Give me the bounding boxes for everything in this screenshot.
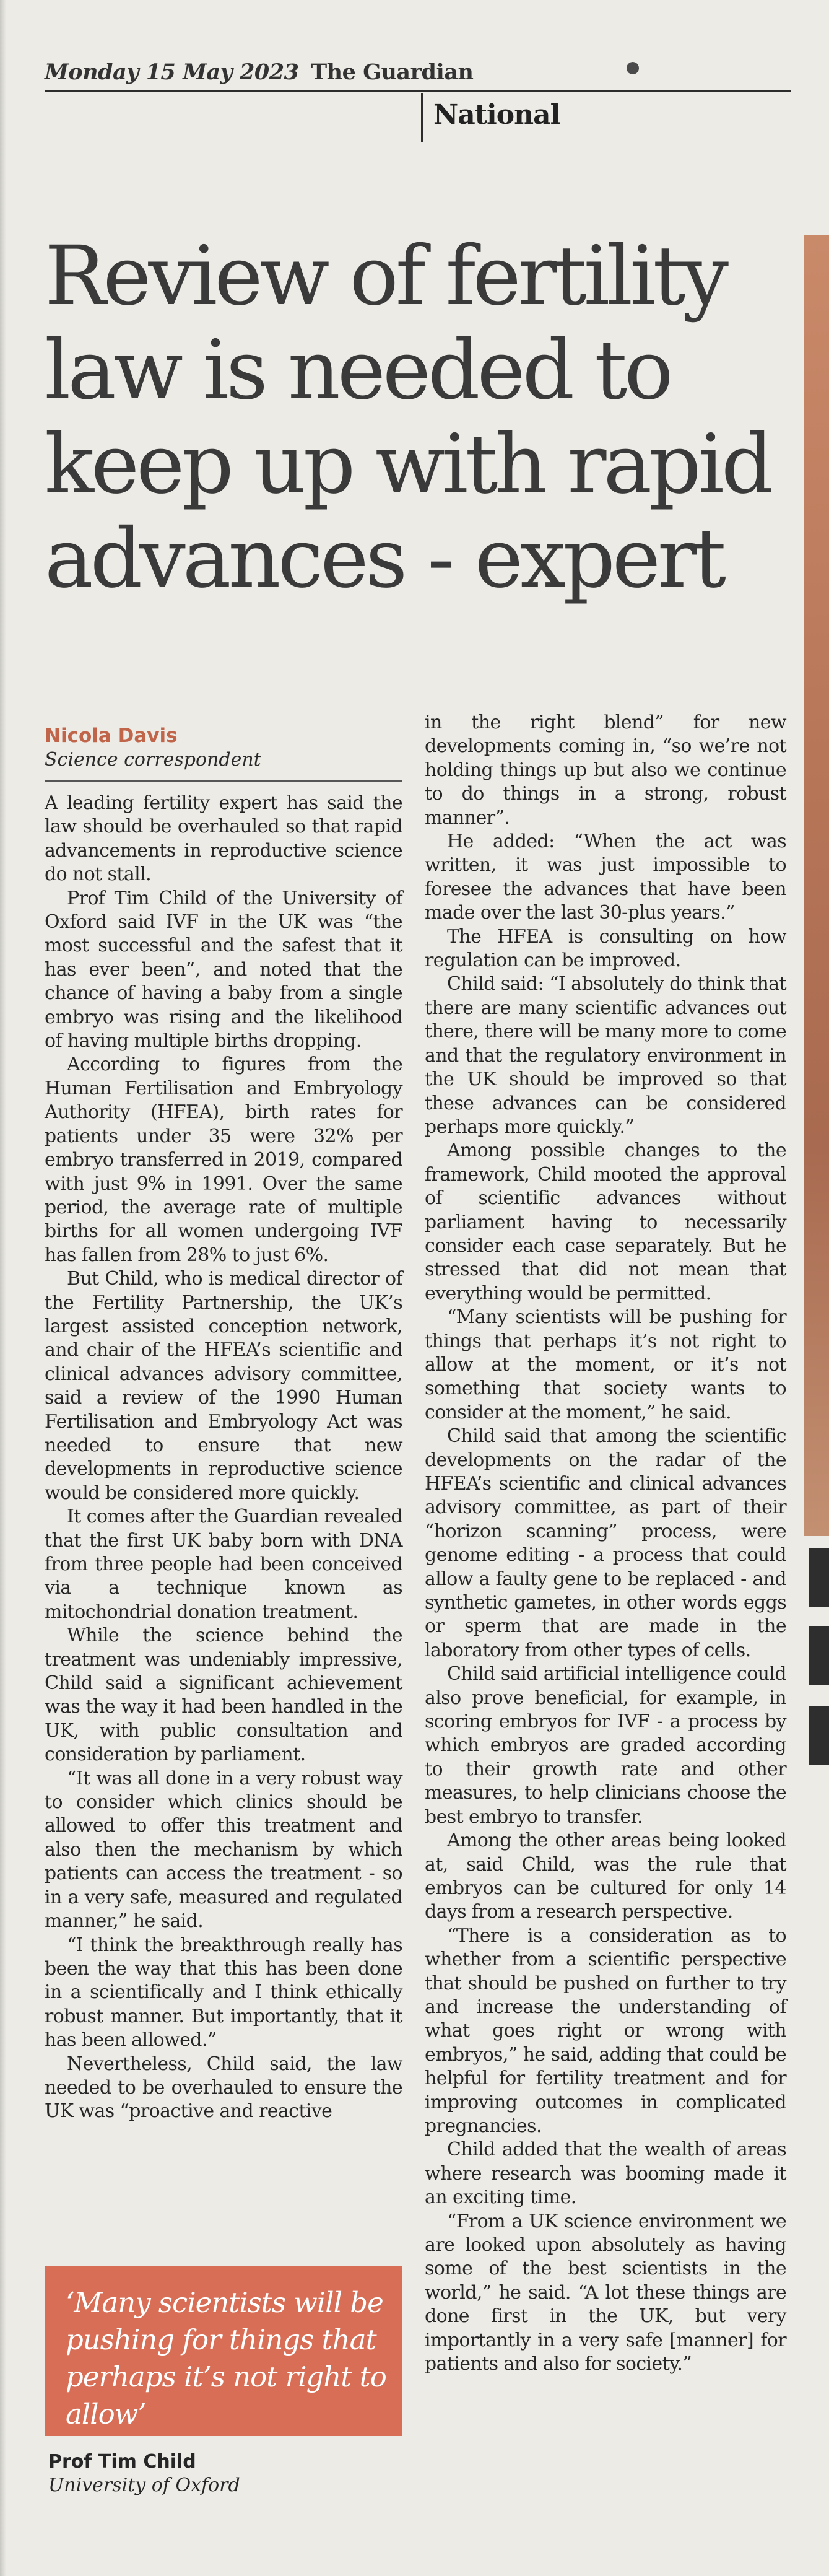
paragraph: “From a UK science environment we are looked upon absolutely as having some of the best scientists in the world,” he said. “A lot these things are done first in the UK, but very importantly in a very safe [manner] for patients and also for society.” (425, 2210, 786, 2375)
paragraph: “Many scientists will be pushing for things that perhaps it’s not right to allow at the moment, or it’s not something that society wants to consider at the moment,” he said. (425, 1306, 786, 1423)
section-label: National (433, 99, 560, 131)
paragraph: “There is a consideration as to whether from a scientific perspective that should be pushed on further to try and increase the understanding of what goes right or wrong with embryos,” he said, adding that could be helpful for fertility treatment and for improving outcomes in complicated pregnancies. (425, 1924, 786, 2137)
section-divider (421, 93, 423, 142)
paragraph: The HFEA is consulting on how regulation can be improved. (425, 925, 786, 972)
paper-name: The Guardian (311, 59, 474, 85)
page-binding-shadow (0, 0, 6, 2576)
byline-author: Nicola Davis (45, 725, 178, 747)
paragraph: He added: “When the act was written, it was just impossible to foresee the advances that have been made over the last 30-plus years.” (425, 831, 786, 924)
article-column-2 (425, 711, 786, 2376)
dateline (45, 59, 473, 85)
paragraph: in the right blend” for new developments coming in, “so we’re not holding things up but also we continue to do things in a strong, robust manner”. (425, 712, 786, 829)
paragraph: While the science behind the treatment was undeniably impressive, Child said a significant achievement was the way it had been handled in the UK, with public consultation and consideration by parliament. (45, 1625, 402, 1766)
issue-date: Monday 15 May 2023 (45, 59, 299, 85)
paragraph: Nevertheless, Child said, the law needed to be overhauled to ensure the UK was “proactive and reactive (45, 2053, 402, 2123)
article-column-1 (45, 792, 402, 2124)
pull-quote-attribution-affiliation: University of Oxford (48, 2474, 240, 2496)
byline-rule (45, 780, 402, 782)
paragraph: A leading fertility expert has said the law should be overhauled so that rapid advancements in reproductive science do not stall. (45, 792, 402, 886)
adjacent-headline-fragment (809, 1706, 829, 1765)
paragraph: Child said: “I absolutely do think that there are many scientific advances out there, there will be many more to come and that the regulatory environment in the UK should be improved so that these advances can be considered perhaps more quickly.” (425, 973, 786, 1138)
paragraph: Child said artificial intelligence could also prove beneficial, for example, in scoring embryos for IVF - a process by which embryos are graded according to their growth rate and other measures, to help clinicians choose the best embryo to transfer. (425, 1663, 786, 1828)
header-rule (45, 90, 791, 92)
adjacent-article-photo-edge (804, 235, 829, 1536)
paragraph: But Child, who is medical director of the Fertility Partnership, the UK’s largest assisted conception network, and chair of the HFEA’s scientific and clinical advances advisory committee, said a review of the 1990 Human Fertilisation and Embryology Act was needed to ensure that new developments in reproductive science would be considered more quickly. (45, 1268, 402, 1504)
paragraph: According to figures from the Human Fertilisation and Embryology Authority (HFEA), birth rates for patients under 35 were 32% per embryo transferred in 2019, compared with just 9% in 1991. Over the same period, the average rate of multiple births for all women undergoing IVF has fallen from 28% to just 6%. (45, 1054, 402, 1266)
paragraph: Child said that among the scientific developments on the radar of the HFEA’s scientific and clinical advances advisory committee, as part of their “horizon scanning” process, were genome editing - a process that could allow a faulty gene to be replaced - and synthetic gametes, in other words eggs or sperm that are made in the laboratory from other types of cells. (425, 1425, 786, 1661)
paragraph: Prof Tim Child of the University of Oxford said IVF in the UK was “the most successful and the safest that it has ever been”, and noted that the chance of having a baby from a single embryo was rising and the likelihood of having multiple births dropping. (45, 887, 402, 1052)
paragraph: “It was all done in a very robust way to consider which clinics should be allowed to offer this treatment and also then the mechanism by which patients can access the treatment - so in a very safe, measured and regulated manner,” he said. (45, 1767, 402, 1932)
pull-quote-text: ‘Many scientists will be pushing for things that perhaps it’s not right to allow’ (66, 2286, 386, 2430)
paragraph: It comes after the Guardian revealed that the first UK baby born with DNA from three people had been conceived via a technique known as mitochondrial donation treatment. (45, 1506, 402, 1623)
paragraph: Among the other areas being looked at, said Child, was the rule that embryos can be cultured for only 14 days from a research perspective. (425, 1830, 786, 1923)
headline: Review of fertility law is needed to keep up with rapid advances - expert (45, 229, 771, 606)
adjacent-headline-fragment (809, 1548, 829, 1607)
pull-quote-attribution-name: Prof Tim Child (48, 2451, 196, 2473)
paragraph: Among possible changes to the framework, Child mooted the approval of scientific advances without parliament having to necessarily consider each case separately. But he stressed that did not mean that everything would be permitted. (425, 1140, 786, 1304)
byline-role: Science correspondent (45, 749, 261, 771)
adjacent-headline-fragment (809, 1626, 829, 1685)
paragraph: “I think the breakthrough really has been the way that this has been done in a scientifically and I think ethically robust manner. But importantly, that it has been allowed.” (45, 1934, 402, 2051)
punch-hole (627, 62, 639, 74)
pull-quote (45, 2266, 402, 2436)
paragraph: Child added that the wealth of areas where research was booming made it an exciting time. (425, 2139, 786, 2209)
